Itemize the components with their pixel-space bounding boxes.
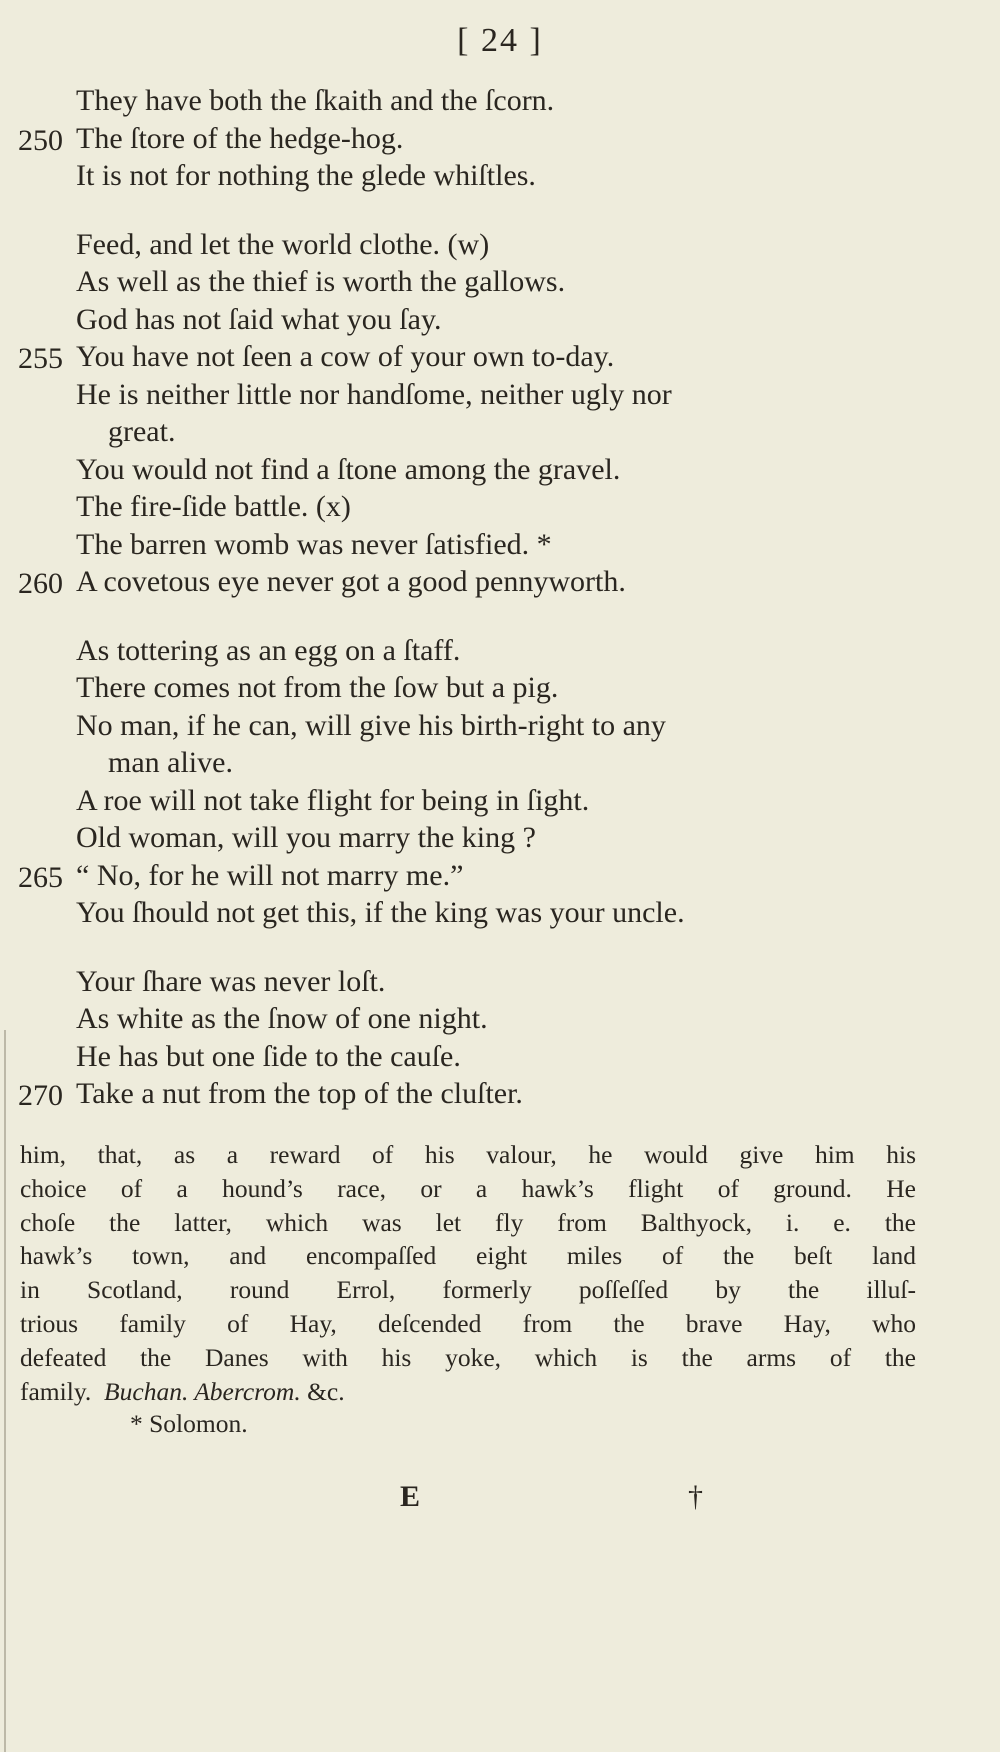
proverb-line [18, 669, 918, 707]
proverb-text: It is not for nothing the glede whiſtles. [76, 159, 536, 192]
proverb-text: Take a nut from the top of the cluſter. [76, 1077, 523, 1110]
line-number: 265 [18, 860, 63, 894]
proverb-text: A roe will not take flight for being in ſight. [76, 783, 590, 817]
footnote-family: family. [20, 1376, 92, 1406]
proverb-text: They have both the ſkaith and the ſcorn. [76, 84, 555, 117]
footnote-citation: Buchan. Abercrom. [104, 1376, 301, 1406]
proverb-text: Feed, and let the world clothe. (w) [76, 227, 490, 261]
line-number: 255 [18, 342, 63, 375]
footnote-line: defeated the Danes with his yoke, which is the arms of the [20, 1342, 916, 1372]
proverb-text: He is neither little nor handſome, neither ugly nor [76, 377, 672, 411]
proverb-text: You have not ſeen a cow of your own to-day. [76, 340, 615, 373]
proverb-text: The ſtore of the hedge-hog. [76, 121, 404, 155]
proverb-text: You ſhould not get this, if the king was your uncle. [76, 896, 685, 929]
footnote-last-line [20, 1375, 916, 1409]
proverb-line [18, 819, 918, 857]
page-edge [4, 1030, 6, 1752]
proverb-text: As well as the thief is worth the gallows. [76, 265, 566, 298]
proverb-text: The barren womb was never ſatisfied. * [76, 527, 552, 561]
proverb-line [18, 301, 918, 339]
proverb-list [18, 82, 918, 1113]
proverb-line [18, 1075, 918, 1113]
footnote-line: him, that, as a reward of his valour, he would give him his [20, 1140, 916, 1169]
footnote-line: hawk’s town, and encompaſſed eight miles of the beſt land [20, 1241, 916, 1271]
proverb-line [18, 894, 918, 932]
proverb-text: He has but one ſide to the cauſe. [76, 1039, 461, 1073]
stanza-gap [18, 601, 918, 632]
proverb-line [18, 963, 918, 1001]
proverb-text: God has not ſaid what you ſay. [76, 302, 442, 336]
proverb-line [18, 1038, 918, 1076]
proverb-line [18, 632, 918, 670]
proverb-text: As white as the ſnow of one night. [76, 1002, 488, 1035]
proverb-line [18, 782, 918, 820]
proverb-line [18, 82, 918, 120]
footnote [20, 1138, 916, 1408]
footnote-line: trious family of Hay, deſcended from the brave Hay, who [20, 1308, 916, 1338]
stanza-gap [18, 932, 918, 963]
proverb-line [18, 857, 918, 895]
stanza-gap [18, 195, 918, 226]
signature-mark: E [400, 1480, 421, 1513]
proverb-text: You would not find a ſtone among the gravel. [76, 452, 621, 486]
proverb-line [18, 563, 918, 601]
proverb-text: The fire-ſide battle. (x) [76, 490, 351, 523]
footnote-line: in Scotland, round Errol, formerly poſſeſſed by the illuſ- [20, 1275, 916, 1305]
proverb-line [18, 376, 918, 414]
proverb-line [18, 120, 918, 158]
proverb-line [18, 226, 918, 264]
proverb-line [18, 707, 918, 745]
proverb-text: great. [108, 415, 176, 448]
proverb-line [18, 1000, 918, 1038]
line-number: 250 [18, 123, 63, 157]
proverb-line [18, 526, 918, 564]
proverb-line [18, 488, 918, 526]
proverb-line [18, 451, 918, 489]
footnote-solomon: * Solomon. [130, 1409, 248, 1438]
proverb-text: “ No, for he will not marry me.” [76, 858, 464, 892]
dagger-mark: † [688, 1480, 703, 1513]
line-number: 260 [18, 567, 63, 600]
footnote-line: choice of a hound’s race, or a hawk’s flight of ground. He [20, 1173, 916, 1203]
page-number-header: [ 24 ] [457, 22, 543, 59]
footnote-etc: &c. [307, 1376, 345, 1406]
proverb-text: A covetous eye never got a good pennyworth. [76, 565, 626, 598]
proverb-text: There comes not from the ſow but a pig. [76, 671, 559, 704]
proverb-text: man alive. [108, 746, 233, 779]
proverb-line [18, 157, 918, 195]
proverb-line [18, 744, 918, 782]
proverb-text: Old woman, will you marry the king ? [76, 821, 536, 854]
proverb-text: Your ſhare was never loſt. [76, 964, 386, 998]
proverb-text: As tottering as an egg on a ſtaff. [76, 633, 461, 667]
proverb-line [18, 263, 918, 301]
proverb-line [18, 338, 918, 376]
footnote-line: choſe the latter, which was let fly from Balthyock, i. e. the [20, 1207, 916, 1237]
proverb-text: No man, if he can, will give his birth-right to any [76, 708, 666, 742]
line-number: 270 [18, 1079, 63, 1112]
proverb-line [18, 413, 918, 451]
